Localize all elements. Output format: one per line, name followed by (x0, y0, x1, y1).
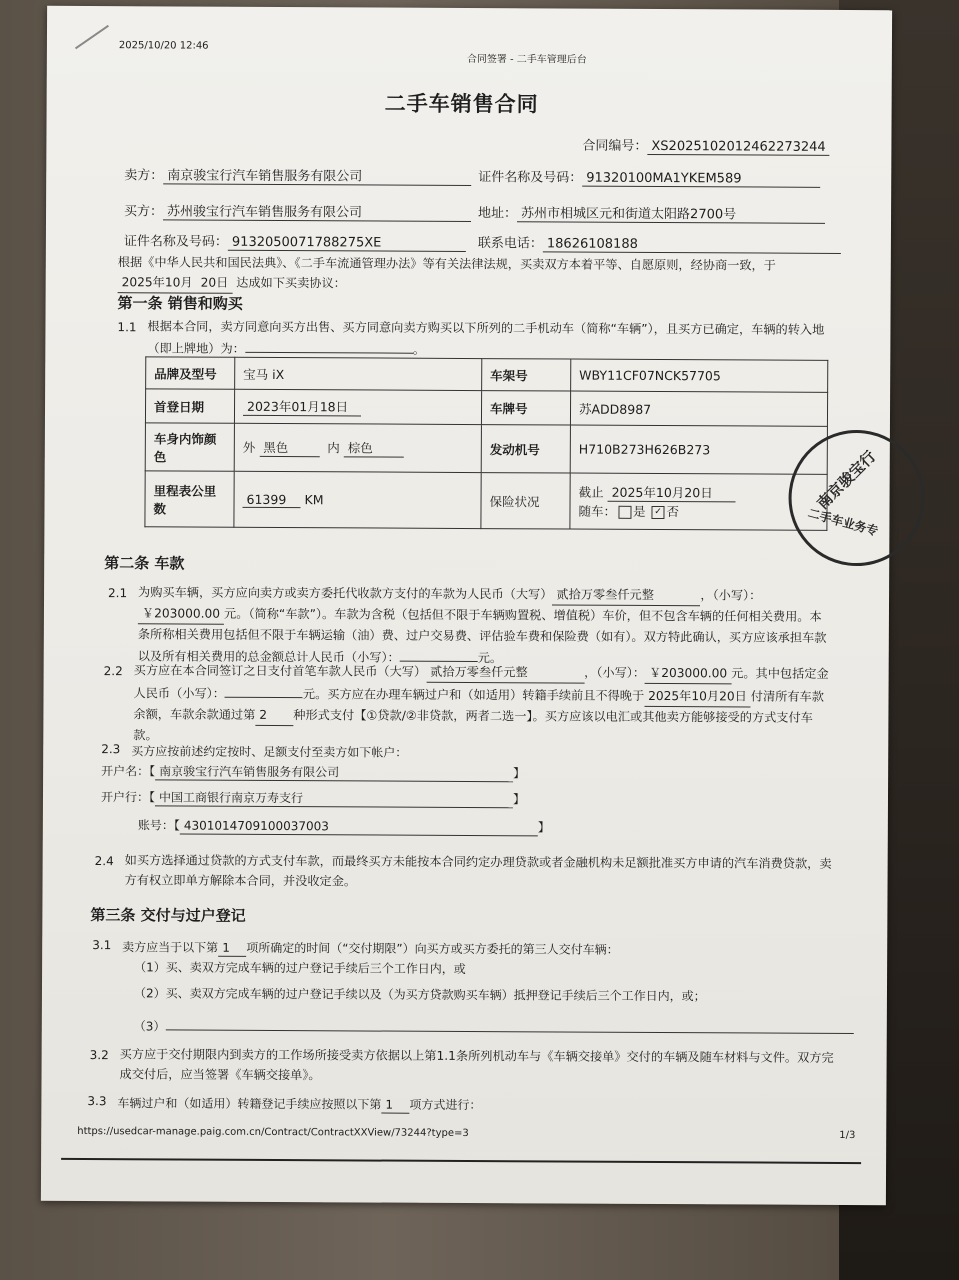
buyer-address: 地址： 苏州市相城区元和街道太阳路2700号 (478, 202, 825, 224)
option-3: （3） (134, 1014, 854, 1038)
print-timestamp: 2025/10/20 12:46 (118, 40, 209, 52)
clause-2-1: 为购买车辆，买方应向卖方或卖方委托代收款方支付的车款为人民币（大写） 贰拾万零叁仟元整 ，（小写）：￥203000.00 元。（简称“车款”）。车款为含税（包括但不限于车辆购置税、增值税）车价，但不包含车辆的任何相关费用。本条所称相关费用包括但不限于车辆运输（油）费、过户交易费、评估验车费和保险费（如有）。双方特此确认，买方应该承担车款以及所有相关费用的总金额总计人民币（小写）： 元。 (137, 585, 827, 666)
staple (75, 25, 109, 49)
clause-2-4-number: 2.4 (94, 854, 114, 869)
clause-3-1-number: 3.1 (92, 938, 112, 953)
clause-2-4: 如买方选择通过贷款的方式支付车款，而最终买方未能按本合同约定办理贷款或者金融机构未足额批准买方申请的汽车消费贷款，卖方有权立即单方解除本合同，并没收定金。 (124, 853, 832, 889)
mileage-value: 61399 KM (234, 471, 481, 528)
brand-value: 宝马 iX (235, 357, 482, 390)
first-reg-label: 首登日期 (145, 389, 234, 423)
buyer-name: 买方： 苏州骏宝行汽车销售服务有限公司 (124, 200, 471, 222)
color-label: 车身内饰颜色 (145, 423, 234, 471)
insurance-label: 保险状况 (481, 473, 570, 529)
clause-3-3-number: 3.3 (87, 1094, 107, 1109)
page-divider (61, 1158, 861, 1164)
brand-label: 品牌及型号 (146, 357, 235, 389)
vin-value: WBY11CF07NCK57705 (571, 359, 828, 392)
clause-3-3: 车辆过户和（如适用）转籍登记手续应按照以下第 1 项方式进行： (117, 1096, 482, 1113)
contract-number: 合同编号： XS2025102012462273244 (582, 135, 829, 156)
plate-label: 车牌号 (481, 391, 570, 425)
stamp-text-bottom: 二手车业务专 (806, 505, 880, 539)
account-name: 开户名：【 南京骏宝行汽车销售服务有限公司 】 (101, 764, 526, 781)
seller-name: 卖方： 南京骏宝行汽车销售服务有限公司 (124, 164, 471, 186)
article-3-title: 第三条 交付与过户登记 (90, 906, 246, 925)
vehicle-info-table (144, 356, 828, 531)
stamp-text-top: 南京骏宝行 (813, 447, 880, 513)
clause-2-2: 买方应在本合同签订之日支付首笔车款人民币（大写） 贰拾万零叁仟元整 ，（小写）： ￥203000.00 元。其中包括定金人民币（小写）： 元。买方应在办理车辆过户和（如适用）转籍手续前且不得晚于 2025年10月20日 付清所有车款余额，车款余款通过第 2 种形式支付【①贷款/②非贷款，两者二选一】。买方应该以电汇或其他卖方能够接受的方式支付车款。 (133, 663, 829, 743)
clause-3-2: 买方应于交付期限内到卖方的工作场所接受卖方依据以上第1.1条所列机动车与《车辆交接单》交付的车辆及随车材料与文件。双方完成交付后，应当签署《车辆交接单》。 (119, 1047, 834, 1083)
clause-2-3: 买方应按前述约定按时、足额支付至卖方如下帐户： (131, 744, 408, 760)
article-1-title: 第一条 销售和购买 (117, 294, 243, 313)
clause-3-1: 卖方应当于以下第 1 项所确定的时间（“交付期限”）向买方或买方委托的第三人交付车辆： (122, 940, 619, 957)
checkbox-yes (618, 506, 631, 519)
engine-label: 发动机号 (481, 425, 570, 473)
contract-title: 二手车销售合同 (384, 91, 539, 117)
mileage-label: 里程表公里数 (145, 471, 234, 527)
intro-paragraph: 根据《中华人民共和国民法典》、《二手车流通管理办法》等有关法律法规，买卖双方本着平等、自愿原则，经协商一致，于 2025年10月 20日 达成如下买卖协议： (118, 252, 830, 297)
buyer-phone: 联系电话： 18626108188 (478, 232, 841, 254)
clause-3-2-number: 3.2 (89, 1048, 109, 1063)
buyer-id: 证件名称及号码： 9132050071788275XE (124, 230, 466, 252)
clause-1-1: 根据本合同，卖方同意向买方出售、买方同意向卖方购买以下所列的二手机动车（简称“车辆”），且买方已确定，车辆的转入地（即上牌地）为： 。 (147, 319, 825, 357)
footer-url: https://usedcar-manage.paig.com.cn/Contract/ContractXXView/73244?type=3 (77, 1125, 469, 1140)
first-reg-value: 2023年01月18日 (234, 389, 481, 424)
article-2-title: 第二条 车款 (104, 554, 185, 573)
option-2: （2）买、卖双方完成车辆的过户登记手续以及（为买方贷款购买车辆）抵押登记手续后三个工作日内，或； (133, 986, 706, 1004)
account-bank: 开户行：【 中国工商银行南京万寿支行 】 (100, 790, 526, 807)
checkbox-no: ✓ (651, 506, 664, 519)
contract-page (41, 6, 892, 1205)
clause-2-1-number: 2.1 (108, 586, 128, 601)
insurance-value: 截止 2025年10月20日 随车： 是 ✓ 否 (570, 473, 827, 530)
seller-id: 证件名称及号码： 91320100MA1YKEM589 (478, 166, 820, 188)
clause-2-2-number: 2.2 (103, 664, 123, 679)
footer-page-number: 1/3 (839, 1129, 856, 1142)
plate-value: 苏ADD8987 (570, 391, 827, 426)
engine-value: H710B273H626B273 (570, 425, 827, 474)
clause-2-3-number: 2.3 (101, 742, 121, 757)
option-1: （1）买、卖双方完成车辆的过户登记手续后三个工作日内，或 (134, 960, 466, 977)
account-number: 账号：【 4301014709100037003 】 (137, 818, 550, 835)
print-header-title: 合同签署 - 二手车管理后台 (466, 53, 587, 66)
vin-label: 车架号 (482, 359, 571, 391)
clause-1-1-number: 1.1 (117, 320, 137, 335)
color-value: 外 黑色 内 棕色 (234, 423, 481, 472)
